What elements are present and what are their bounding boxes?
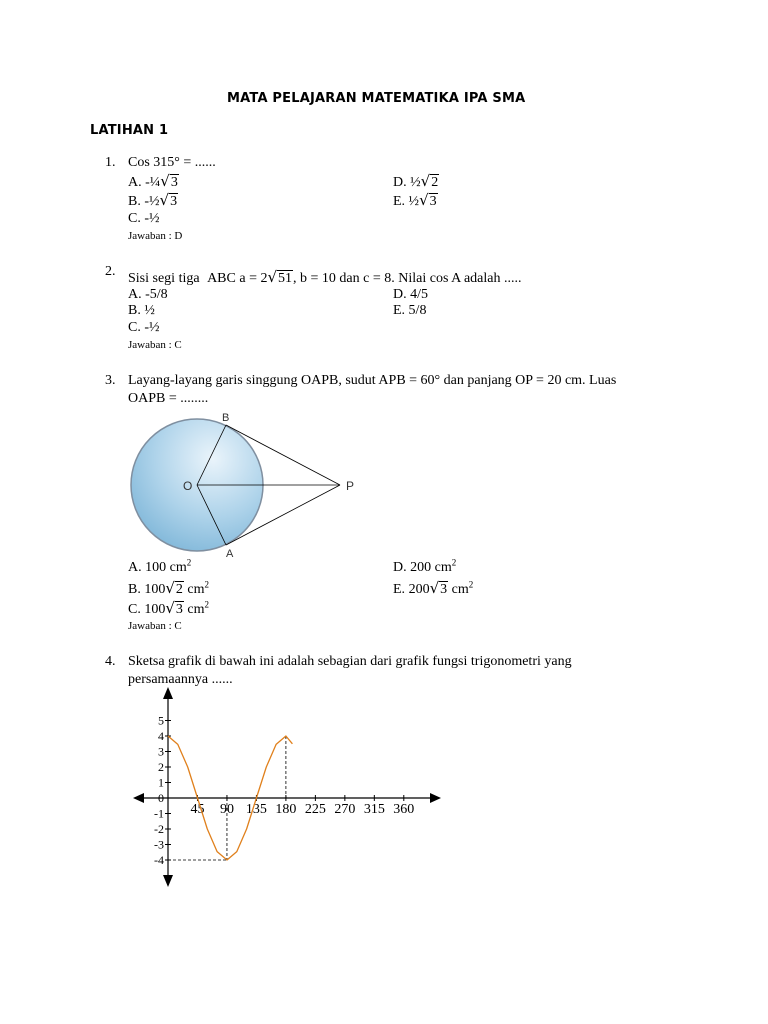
y-tick-label: 0 xyxy=(158,791,164,805)
x-tick-label: 315 xyxy=(363,802,385,817)
q3-option-b: B. 100√2 $cm^2$ xyxy=(128,579,210,597)
q1-option-a: A. -¼√3 xyxy=(128,172,178,190)
q2-option-b: B. ½ xyxy=(128,303,155,318)
q1-option-d: D. ½√2 xyxy=(393,172,439,190)
x-tick-label: 135 xyxy=(245,802,267,817)
q4-number: 4. xyxy=(105,654,116,669)
q2-number: 2. xyxy=(105,264,116,279)
label-o: O xyxy=(183,479,193,493)
q3-option-a: A. 100 $cm^2$ xyxy=(128,557,192,575)
section-title: LATIHAN 1 xyxy=(90,123,169,138)
q3-number: 3. xyxy=(105,373,116,388)
label-a: A xyxy=(226,548,234,560)
x-tick-label: 45 xyxy=(190,802,205,817)
q3-option-e: E. 200√3 $cm^2$ xyxy=(393,579,474,597)
q4-text-line2: persamaannya ...... xyxy=(128,672,233,687)
q1-answer: Jawaban : D xyxy=(128,230,183,242)
q2-option-c: C. -½ xyxy=(128,320,160,335)
label-p: P xyxy=(346,479,355,493)
y-tick-label: 3 xyxy=(158,744,164,759)
q2-option-a: A. -5/8 xyxy=(128,287,168,302)
q2-option-e: E. 5/8 xyxy=(393,303,427,318)
q3-option-c: C. 100√3 $cm^2$ xyxy=(128,599,210,617)
q3-answer: Jawaban : C xyxy=(128,620,182,632)
x-tick-label: 180 xyxy=(275,802,297,817)
y-tick-label: -1 xyxy=(154,806,164,821)
x-axis-arrow-left xyxy=(133,793,144,803)
q1-text: Cos 315° = ...... xyxy=(128,155,216,170)
q1-option-c: C. -½ xyxy=(128,211,160,226)
q2-option-d: D. 4/5 xyxy=(393,287,428,302)
q4-text-line1: Sketsa grafik di bawah ini adalah sebagian dari grafik fungsi trigonometri yang xyxy=(128,654,572,669)
q3-text-line2: OAPB = ........ xyxy=(128,391,209,406)
y-tick-label: 2 xyxy=(158,760,164,774)
y-tick-label: 1 xyxy=(158,775,164,790)
x-axis-arrow-right xyxy=(430,793,441,803)
y-tick-label: -2 xyxy=(154,822,164,836)
tangent-kite-diagram xyxy=(120,405,380,570)
label-b: B xyxy=(222,412,230,424)
page-title: MATA PELAJARAN MATEMATIKA IPA SMA xyxy=(227,91,526,106)
q1-option-e: E. ½√3 xyxy=(393,191,437,209)
y-tick-label: 5 xyxy=(158,713,164,728)
q3-option-d: D. 200 $cm^2$ xyxy=(393,557,457,575)
q1-number: 1. xyxy=(105,155,116,170)
y-tick-label: 4 xyxy=(158,729,164,743)
q2-answer: Jawaban : C xyxy=(128,339,182,351)
y-axis-arrow-down xyxy=(163,875,173,887)
trig-graph xyxy=(130,685,450,890)
x-tick-label: 360 xyxy=(393,802,415,817)
q2-text: Sisi segi tiga ABC a = 2√51, b = 10 dan c = 8. Nilai cos A adalah ..... xyxy=(128,268,522,286)
q1-option-b: B. -½√3 xyxy=(128,191,178,209)
y-tick-label: -3 xyxy=(154,837,164,852)
x-tick-label: 225 xyxy=(304,802,326,817)
y-axis-arrow-up xyxy=(163,687,173,699)
x-tick-label: 270 xyxy=(334,802,356,817)
q3-text-line1: Layang-layang garis singgung OAPB, sudut APB = 60° dan panjang OP = 20 cm. Luas xyxy=(128,373,617,388)
x-tick-label: 90 xyxy=(219,802,234,817)
y-tick-label: -4 xyxy=(154,853,164,867)
